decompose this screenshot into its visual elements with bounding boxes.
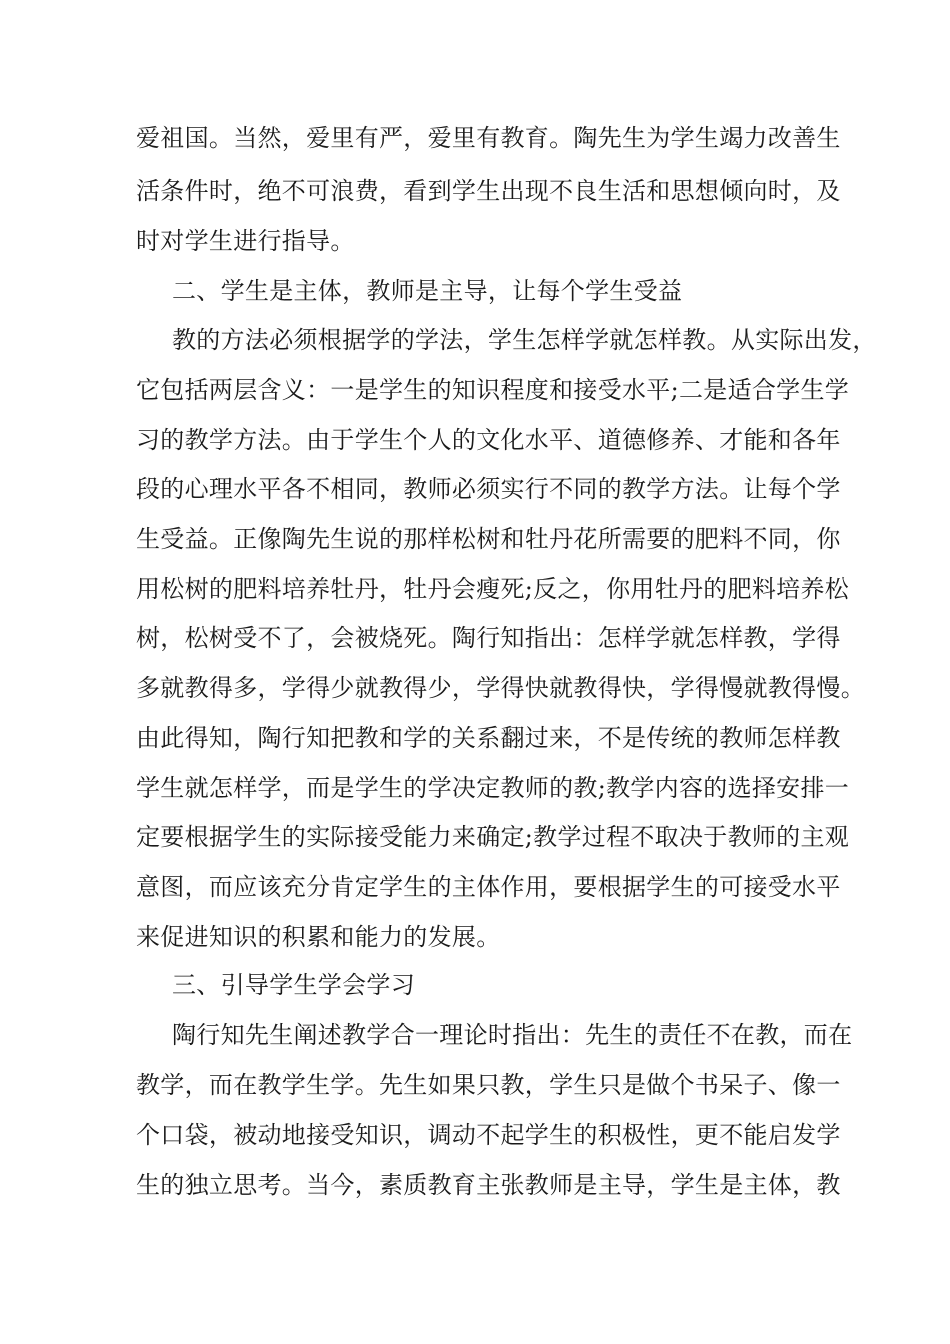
text-line: 教的方法必须根据学的学法，学生怎样学就怎样教。从实际出发，: [172, 326, 877, 354]
text-line: 它包括两层含义：一是学生的知识程度和接受水平;二是适合学生学: [136, 376, 850, 404]
text-line: 定要根据学生的实际接受能力来确定;教学过程不取决于教师的主观: [136, 823, 850, 851]
section-heading: 三、引导学生学会学习: [172, 971, 415, 999]
text-line: 生受益。正像陶先生说的那样松树和牡丹花所需要的肥料不同，你: [136, 525, 841, 553]
text-line: 教学，而在教学生学。先生如果只教，学生只是做个书呆子、像一: [136, 1071, 841, 1099]
text-line: 活条件时，绝不可浪费，看到学生出现不良生活和思想倾向时，及: [136, 177, 841, 205]
text-line: 陶行知先生阐述教学合一理论时指出：先生的责任不在教，而在: [172, 1021, 853, 1049]
text-line: 由此得知，陶行知把教和学的关系翻过来，不是传统的教师怎样教: [136, 724, 841, 752]
text-line: 习的教学方法。由于学生个人的文化水平、道德修养、才能和各年: [136, 426, 841, 454]
text-line: 段的心理水平各不相同，教师必须实行不同的教学方法。让每个学: [136, 475, 841, 503]
text-line: 爱祖国。当然，爱里有严，爱里有教育。陶先生为学生竭力改善生: [136, 124, 841, 152]
text-line: 树，松树受不了，会被烧死。陶行知指出：怎样学就怎样教，学得: [136, 624, 841, 652]
text-line: 用松树的肥料培养牡丹，牡丹会瘦死;反之，你用牡丹的肥料培养松: [136, 575, 850, 603]
text-line: 学生就怎样学，而是学生的学决定教师的教;教学内容的选择安排一: [136, 774, 850, 802]
text-line: 生的独立思考。当今，素质教育主张教师是主导，学生是主体，教: [136, 1171, 841, 1199]
text-line: 意图，而应该充分肯定学生的主体作用，要根据学生的可接受水平: [136, 873, 841, 901]
text-line: 个口袋，被动地接受知识，调动不起学生的积极性，更不能启发学: [136, 1121, 841, 1149]
section-heading: 二、学生是主体，教师是主导，让每个学生受益: [172, 277, 683, 305]
text-line: 来促进知识的积累和能力的发展。: [136, 923, 501, 951]
text-line: 时对学生进行指导。: [136, 227, 355, 255]
text-line: 多就教得多，学得少就教得少，学得快就教得快，学得慢就教得慢。: [136, 674, 865, 702]
